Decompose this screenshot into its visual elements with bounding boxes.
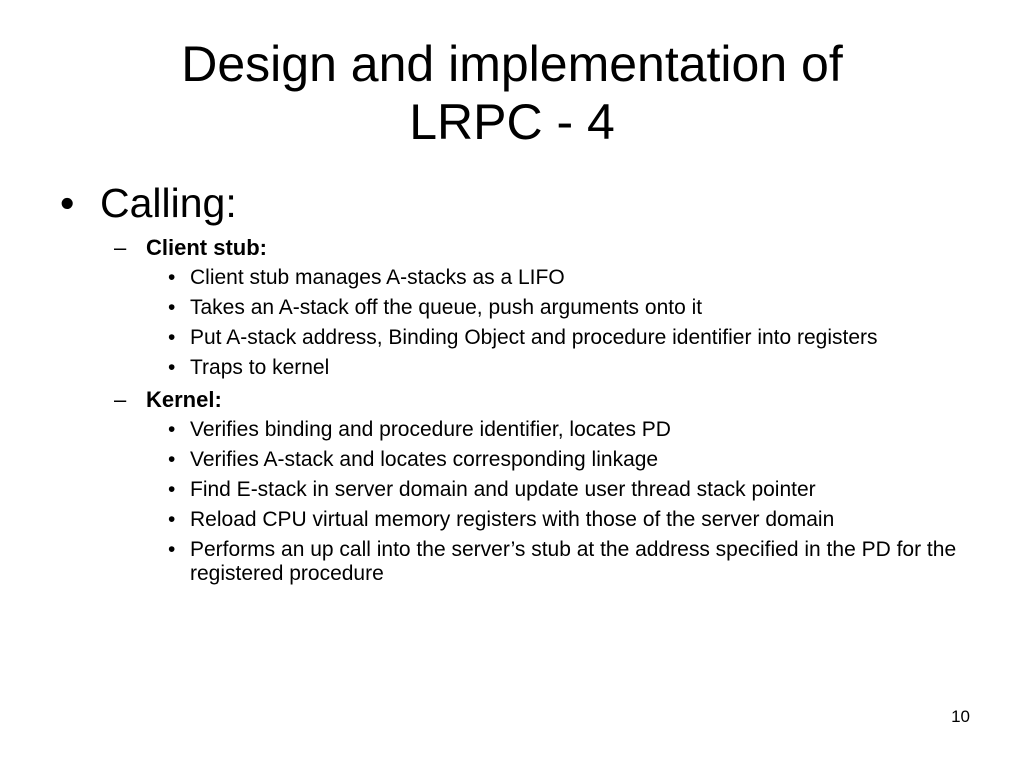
dash-marker: –	[114, 235, 127, 260]
bullet-marker: •	[168, 326, 176, 349]
list-item-text: Traps to kernel	[190, 356, 330, 379]
slide-title-line-1: Design and implementation of	[181, 36, 843, 92]
list-item	[0, 418, 1024, 442]
list-item	[0, 538, 1024, 586]
slide-title-line-2: LRPC - 4	[409, 94, 615, 150]
subheading-kernel-text: Kernel:	[146, 387, 222, 412]
bullet-marker: •	[168, 538, 176, 561]
client-stub-list	[0, 266, 1024, 380]
list-item	[0, 508, 1024, 532]
list-item-text: Verifies binding and procedure identifier, locates PD	[190, 418, 671, 441]
list-item	[0, 448, 1024, 472]
bullet-marker: •	[168, 418, 176, 441]
bullet-marker: •	[168, 266, 176, 289]
bullet-marker: •	[168, 448, 176, 471]
list-item	[0, 266, 1024, 290]
list-item-text: Verifies A-stack and locates corresponding linkage	[190, 448, 659, 471]
bullet-calling-text: Calling:	[100, 180, 237, 226]
bullet-marker: •	[60, 180, 75, 226]
list-item	[0, 296, 1024, 320]
list-item-text: Reload CPU virtual memory registers with those of the server domain	[190, 508, 835, 531]
page-number: 10	[951, 707, 970, 726]
bullet-marker: •	[168, 356, 176, 379]
bullet-marker: •	[168, 478, 176, 501]
list-item	[0, 356, 1024, 380]
list-item-text: Takes an A-stack off the queue, push arguments onto it	[190, 296, 703, 319]
subheading-client-stub	[0, 234, 1024, 262]
subheading-client-stub-text: Client stub:	[146, 235, 267, 260]
dash-marker: –	[114, 387, 127, 412]
list-item-text: Find E-stack in server domain and update user thread stack pointer	[190, 478, 816, 501]
list-item	[0, 478, 1024, 502]
bullet-calling	[0, 176, 1024, 230]
list-item-text: Performs an up call into the server’s stub at the address specified in the PD for the registered procedure	[190, 538, 957, 585]
bullet-marker: •	[168, 296, 176, 319]
kernel-list	[0, 418, 1024, 586]
list-item	[0, 326, 1024, 350]
bullet-marker: •	[168, 508, 176, 531]
list-item-text: Client stub manages A-stacks as a LIFO	[190, 266, 565, 289]
list-item-text: Put A-stack address, Binding Object and procedure identifier into registers	[190, 326, 878, 349]
slide-body	[0, 176, 1024, 592]
subheading-kernel	[0, 386, 1024, 414]
slide-title	[0, 35, 1024, 151]
